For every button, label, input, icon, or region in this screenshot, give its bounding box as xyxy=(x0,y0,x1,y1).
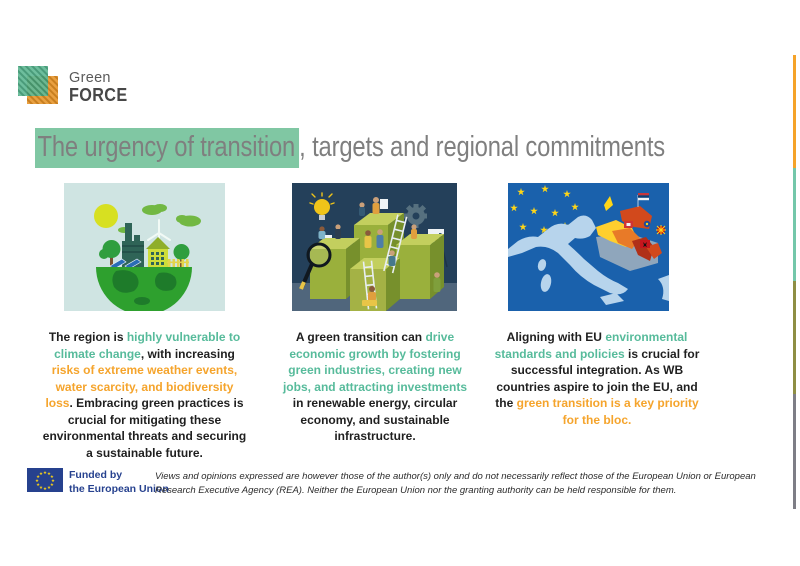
accent-strip-orange xyxy=(793,55,796,168)
greenforce-logo-text xyxy=(69,71,134,105)
text-segment: Aligning with EU xyxy=(506,330,606,344)
text-segment: The region is xyxy=(48,330,127,344)
eu-disclaimer-text: Views and opinions expressed are however those of the author(s) only and do not necessarily reflect those of the European Union or European Research Executive Agency (REA). Neither the European Union nor the granting authority can be held responsible for them. xyxy=(155,471,756,497)
text-segment: highly vulnerable to climate change xyxy=(54,330,241,361)
greenforce-logo-icon xyxy=(16,64,60,111)
funded-by-line2: the European Union xyxy=(69,482,169,495)
text-segment: A green transition can xyxy=(295,330,426,344)
slide-title-rest: , targets and regional commitments xyxy=(299,131,666,163)
text-segment: drive economic growth by fostering green industries, creating new jobs, and attracting investments xyxy=(282,330,468,394)
text-segment: green transition is a key priority for the bloc. xyxy=(516,396,699,427)
funded-by-line1: Funded by xyxy=(69,469,123,481)
text-segment: is crucial for successful integration. As WB countries aspire to join the EU, and the xyxy=(495,346,700,411)
column-text-economic-growth xyxy=(276,329,474,445)
text-segment: , with increasing xyxy=(140,346,235,361)
green-earth-illustration xyxy=(64,183,225,311)
text-segment: risks of extreme weather events, water scarcity, and biodiversity loss xyxy=(45,363,238,411)
funded-by-label xyxy=(69,469,169,496)
teamwork-growth-cubes-illustration xyxy=(292,183,457,311)
column-text-climate-risk xyxy=(42,329,247,461)
text-segment: . Embracing green practices is crucial for mitigating these environmental threats and securing a sustainable future. xyxy=(42,396,247,460)
slide-title xyxy=(35,131,665,164)
column-text-eu-alignment xyxy=(492,329,702,428)
text-segment: environmental standards and policies xyxy=(494,330,688,361)
logo-word-force: FORCE xyxy=(69,85,128,106)
logo-word-green: Green xyxy=(69,69,111,86)
eu-balkans-map-illustration xyxy=(508,183,669,311)
slide-title-highlight: The urgency of transition xyxy=(35,128,299,168)
accent-strip-teal xyxy=(793,168,796,281)
accent-strip-olive xyxy=(793,281,796,394)
text-segment: in renewable energy, circular economy, and sustainable infrastructure. xyxy=(292,396,458,444)
greenforce-logo xyxy=(16,64,134,111)
accent-strip-gray xyxy=(793,394,796,509)
eu-flag-icon xyxy=(27,468,63,492)
